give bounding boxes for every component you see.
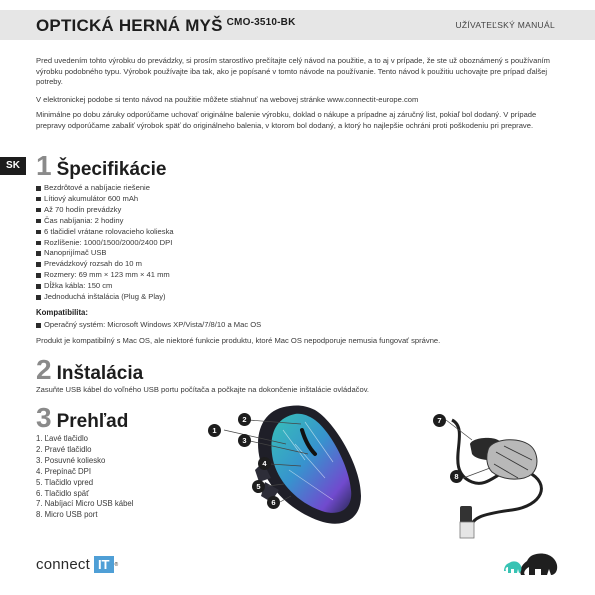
intro-paragraph-1: Pred uvedením tohto výrobku do prevádzky, si prosím starostlivo prečítajte celý návod na použitie, a to aj v prípade, že ste už oboznámený s používaním výrobku podobného typu. Výrobok používajte iba tak, ako je popísané v tomto návode na používanie. Tento návod k použitiu uchovajte pre prípad ďalšej potreby. xyxy=(36,56,550,87)
intro-paragraph-3: Minimálne po dobu záruky odporúčame uchovať originálne balenie výrobku, doklad o nákupe a prípadne aj záručný list, pokiaľ bol dodaný. V prípade prepravy odporúčame zabaliť výrobok späť do originálneho balenia, v ktorom bol dodaný, a ktorý ho najlepšie ochráni proti poškodeniu pri preprave. xyxy=(36,110,537,130)
elephant-logo-icon xyxy=(503,551,561,577)
section-number: 2 xyxy=(36,354,52,385)
list-item: 2. Pravé tlačidlo xyxy=(36,444,92,454)
section-number: 1 xyxy=(36,150,52,181)
compatibility-note: Produkt je kompatibilný s Mac OS, ale niektoré funkcie produktu, ktoré Mac OS nepodporuje nemusia fungovať správne. xyxy=(36,336,441,345)
section-heading-overview xyxy=(36,404,128,433)
list-item: Rozmery: 69 mm × 123 mm × 41 mm xyxy=(36,270,174,281)
specifications-list xyxy=(36,183,174,303)
section-heading-specifications xyxy=(36,152,166,181)
section-number: 3 xyxy=(36,402,52,433)
list-item: Prevádzkový rozsah do 10 m xyxy=(36,259,174,270)
list-item: 3. Posuvné koliesko xyxy=(36,455,106,465)
list-item: 5. Tlačidlo vpred xyxy=(36,477,94,487)
list-item: 8. Micro USB port xyxy=(36,510,98,520)
callout-1: 1 xyxy=(208,424,221,437)
list-item: 6. Tlačidlo späť xyxy=(36,488,90,498)
header-bar xyxy=(0,10,595,40)
compatibility-title: Kompatibilita: xyxy=(36,308,88,317)
list-item: 4. Prepínač DPI xyxy=(36,466,92,476)
section-title: Inštalácia xyxy=(56,363,144,384)
brand-logo-text: connect xyxy=(36,556,90,573)
list-item: Lítiový akumulátor 600 mAh xyxy=(36,194,174,205)
intro-paragraph-2: V elektronickej podobe si tento návod na použitie môžete stiahnuť na webovej stránke www.connectit-europe.com xyxy=(36,95,419,104)
callout-4: 4 xyxy=(258,457,271,470)
list-item: 7. Nabíjací Micro USB kábel xyxy=(36,499,134,509)
section-title: Prehľad xyxy=(56,411,129,432)
list-item: Jednoduchá inštalácia (Plug & Play) xyxy=(36,292,174,303)
callout-6: 6 xyxy=(267,496,280,509)
product-title-text: OPTICKÁ HERNÁ MYŠ xyxy=(36,16,223,35)
compatibility-item: Operačný systém: Microsoft Windows XP/Vista/7/8/10 a Mac OS xyxy=(36,320,261,329)
list-item: Bezdrôtové a nabíjacie riešenie xyxy=(36,183,174,194)
language-badge: SK xyxy=(0,157,26,175)
brand-logo xyxy=(36,556,118,573)
callout-8: 8 xyxy=(450,470,463,483)
list-item: Až 70 hodín prevádzky xyxy=(36,205,174,216)
product-model: CMO-3510-BK xyxy=(226,17,296,28)
list-item: Rozlíšenie: 1000/1500/2000/2400 DPI xyxy=(36,238,174,249)
section-title: Špecifikácie xyxy=(56,159,167,180)
brand-logo-it: IT xyxy=(94,556,114,573)
list-item: Nanoprijímač USB xyxy=(36,248,174,259)
list-item: 1. Ľavé tlačidlo xyxy=(36,434,89,443)
installation-text: Zasuňte USB kábel do voľného USB portu počítača a počkajte na dokončenie inštalácie ovládačov. xyxy=(36,385,370,394)
callout-2: 2 xyxy=(238,413,251,426)
overview-list xyxy=(36,434,134,521)
section-heading-installation xyxy=(36,356,143,385)
callout-5: 5 xyxy=(252,480,265,493)
callout-7: 7 xyxy=(433,414,446,427)
manual-label: UŽÍVATEĽSKÝ MANUÁL xyxy=(455,20,555,30)
callout-3: 3 xyxy=(238,434,251,447)
brand-logo-reg: ® xyxy=(114,561,119,568)
list-item: Čas nabíjania: 2 hodiny xyxy=(36,216,174,227)
list-item: 6 tlačidiel vrátane rolovacieho kolieska xyxy=(36,227,174,238)
product-title xyxy=(36,16,296,36)
list-item: Dĺžka kábla: 150 cm xyxy=(36,281,174,292)
